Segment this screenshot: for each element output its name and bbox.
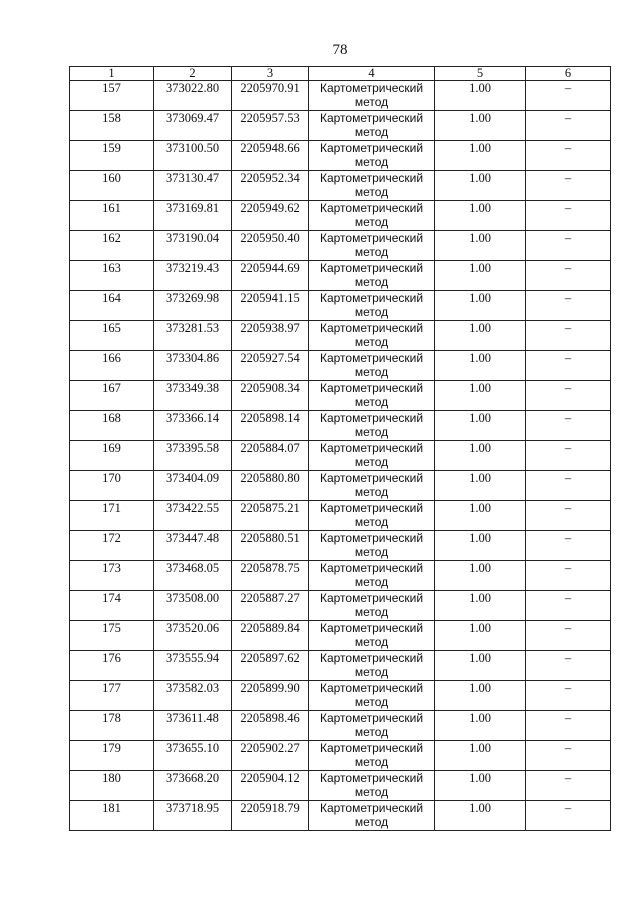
method-line-1: Картометрический bbox=[319, 291, 424, 305]
table-row bbox=[70, 591, 611, 621]
y-coordinate-cell: 2205897.62 bbox=[232, 651, 309, 681]
accuracy-cell: 1.00 bbox=[435, 741, 526, 771]
point-number-cell: 172 bbox=[70, 531, 154, 561]
y-coordinate-cell: 2205948.66 bbox=[232, 141, 309, 171]
table-row bbox=[70, 411, 611, 441]
method-line-2: метод bbox=[354, 635, 389, 649]
method-line-2: метод bbox=[354, 305, 389, 319]
method-cell bbox=[309, 201, 435, 231]
y-coordinate-cell: 2205889.84 bbox=[232, 621, 309, 651]
method-cell bbox=[309, 321, 435, 351]
x-coordinate-cell: 373022.80 bbox=[154, 81, 232, 111]
point-number-cell: 171 bbox=[70, 501, 154, 531]
x-coordinate-cell: 373582.03 bbox=[154, 681, 232, 711]
point-number-cell: 159 bbox=[70, 141, 154, 171]
point-number-cell: 170 bbox=[70, 471, 154, 501]
table-row bbox=[70, 81, 611, 111]
method-line-2: метод bbox=[354, 425, 389, 439]
method-cell bbox=[309, 471, 435, 501]
method-line-1: Картометрический bbox=[319, 411, 424, 425]
point-number-cell: 160 bbox=[70, 171, 154, 201]
accuracy-cell: 1.00 bbox=[435, 261, 526, 291]
method-line-2: метод bbox=[354, 335, 389, 349]
x-coordinate-cell: 373404.09 bbox=[154, 471, 232, 501]
point-number-cell: 181 bbox=[70, 801, 154, 831]
accuracy-cell: 1.00 bbox=[435, 501, 526, 531]
note-cell: – bbox=[526, 351, 611, 381]
method-line-1: Картометрический bbox=[319, 561, 424, 575]
note-cell: – bbox=[526, 261, 611, 291]
column-header-6: 6 bbox=[526, 67, 611, 81]
method-line-2: метод bbox=[354, 95, 389, 109]
note-cell: – bbox=[526, 201, 611, 231]
note-cell: – bbox=[526, 711, 611, 741]
note-cell: – bbox=[526, 441, 611, 471]
x-coordinate-cell: 373281.53 bbox=[154, 321, 232, 351]
y-coordinate-cell: 2205952.34 bbox=[232, 171, 309, 201]
y-coordinate-cell: 2205927.54 bbox=[232, 351, 309, 381]
method-line-1: Картометрический bbox=[319, 501, 424, 515]
method-cell bbox=[309, 351, 435, 381]
accuracy-cell: 1.00 bbox=[435, 801, 526, 831]
method-line-2: метод bbox=[354, 395, 389, 409]
method-line-1: Картометрический bbox=[319, 81, 424, 95]
accuracy-cell: 1.00 bbox=[435, 651, 526, 681]
x-coordinate-cell: 373190.04 bbox=[154, 231, 232, 261]
method-line-1: Картометрический bbox=[319, 261, 424, 275]
table-row bbox=[70, 261, 611, 291]
x-coordinate-cell: 373655.10 bbox=[154, 741, 232, 771]
note-cell: – bbox=[526, 771, 611, 801]
table-row bbox=[70, 441, 611, 471]
method-line-1: Картометрический bbox=[319, 741, 424, 755]
y-coordinate-cell: 2205970.91 bbox=[232, 81, 309, 111]
page-number: 78 bbox=[332, 42, 348, 58]
table-row bbox=[70, 381, 611, 411]
method-line-1: Картометрический bbox=[319, 321, 424, 335]
point-number-cell: 166 bbox=[70, 351, 154, 381]
method-cell bbox=[309, 771, 435, 801]
accuracy-cell: 1.00 bbox=[435, 681, 526, 711]
y-coordinate-cell: 2205875.21 bbox=[232, 501, 309, 531]
point-number-cell: 163 bbox=[70, 261, 154, 291]
column-header-3: 3 bbox=[232, 67, 309, 81]
x-coordinate-cell: 373395.58 bbox=[154, 441, 232, 471]
method-cell bbox=[309, 411, 435, 441]
table-row bbox=[70, 621, 611, 651]
method-line-1: Картометрический bbox=[319, 441, 424, 455]
point-number-cell: 169 bbox=[70, 441, 154, 471]
method-line-1: Картометрический bbox=[319, 711, 424, 725]
table-row bbox=[70, 531, 611, 561]
table-row bbox=[70, 321, 611, 351]
accuracy-cell: 1.00 bbox=[435, 111, 526, 141]
x-coordinate-cell: 373349.38 bbox=[154, 381, 232, 411]
point-number-cell: 179 bbox=[70, 741, 154, 771]
method-cell bbox=[309, 741, 435, 771]
method-line-1: Картометрический bbox=[319, 531, 424, 545]
accuracy-cell: 1.00 bbox=[435, 561, 526, 591]
point-number-cell: 175 bbox=[70, 621, 154, 651]
note-cell: – bbox=[526, 651, 611, 681]
accuracy-cell: 1.00 bbox=[435, 81, 526, 111]
y-coordinate-cell: 2205941.15 bbox=[232, 291, 309, 321]
x-coordinate-cell: 373508.00 bbox=[154, 591, 232, 621]
table-row bbox=[70, 231, 611, 261]
accuracy-cell: 1.00 bbox=[435, 141, 526, 171]
y-coordinate-cell: 2205880.51 bbox=[232, 531, 309, 561]
x-coordinate-cell: 373611.48 bbox=[154, 711, 232, 741]
method-cell bbox=[309, 681, 435, 711]
method-line-1: Картометрический bbox=[319, 171, 424, 185]
note-cell: – bbox=[526, 741, 611, 771]
method-cell bbox=[309, 621, 435, 651]
note-cell: – bbox=[526, 591, 611, 621]
method-line-2: метод bbox=[354, 365, 389, 379]
accuracy-cell: 1.00 bbox=[435, 411, 526, 441]
point-number-cell: 161 bbox=[70, 201, 154, 231]
accuracy-cell: 1.00 bbox=[435, 321, 526, 351]
y-coordinate-cell: 2205899.90 bbox=[232, 681, 309, 711]
method-cell bbox=[309, 111, 435, 141]
y-coordinate-cell: 2205949.62 bbox=[232, 201, 309, 231]
y-coordinate-cell: 2205884.07 bbox=[232, 441, 309, 471]
method-line-2: метод bbox=[354, 665, 389, 679]
method-cell bbox=[309, 141, 435, 171]
note-cell: – bbox=[526, 501, 611, 531]
table-row bbox=[70, 681, 611, 711]
note-cell: – bbox=[526, 681, 611, 711]
table-row bbox=[70, 351, 611, 381]
accuracy-cell: 1.00 bbox=[435, 441, 526, 471]
point-number-cell: 162 bbox=[70, 231, 154, 261]
method-line-1: Картометрический bbox=[319, 381, 424, 395]
point-number-cell: 167 bbox=[70, 381, 154, 411]
table-row bbox=[70, 651, 611, 681]
y-coordinate-cell: 2205887.27 bbox=[232, 591, 309, 621]
method-cell bbox=[309, 711, 435, 741]
method-line-2: метод bbox=[354, 695, 389, 709]
x-coordinate-cell: 373422.55 bbox=[154, 501, 232, 531]
table-row bbox=[70, 201, 611, 231]
method-line-2: метод bbox=[354, 245, 389, 259]
method-line-2: метод bbox=[354, 815, 389, 829]
point-number-cell: 173 bbox=[70, 561, 154, 591]
x-coordinate-cell: 373468.05 bbox=[154, 561, 232, 591]
y-coordinate-cell: 2205898.46 bbox=[232, 711, 309, 741]
method-cell bbox=[309, 291, 435, 321]
y-coordinate-cell: 2205878.75 bbox=[232, 561, 309, 591]
x-coordinate-cell: 373520.06 bbox=[154, 621, 232, 651]
method-cell bbox=[309, 171, 435, 201]
method-cell bbox=[309, 381, 435, 411]
point-number-cell: 176 bbox=[70, 651, 154, 681]
method-line-1: Картометрический bbox=[319, 141, 424, 155]
point-number-cell: 180 bbox=[70, 771, 154, 801]
method-line-2: метод bbox=[354, 605, 389, 619]
x-coordinate-cell: 373447.48 bbox=[154, 531, 232, 561]
note-cell: – bbox=[526, 291, 611, 321]
table-row bbox=[70, 741, 611, 771]
table-row bbox=[70, 291, 611, 321]
note-cell: – bbox=[526, 801, 611, 831]
x-coordinate-cell: 373718.95 bbox=[154, 801, 232, 831]
x-coordinate-cell: 373130.47 bbox=[154, 171, 232, 201]
method-cell bbox=[309, 531, 435, 561]
note-cell: – bbox=[526, 231, 611, 261]
y-coordinate-cell: 2205944.69 bbox=[232, 261, 309, 291]
table-row bbox=[70, 141, 611, 171]
y-coordinate-cell: 2205908.34 bbox=[232, 381, 309, 411]
method-line-2: метод bbox=[354, 755, 389, 769]
table-header-row bbox=[70, 67, 611, 81]
point-number-cell: 177 bbox=[70, 681, 154, 711]
column-header-5: 5 bbox=[435, 67, 526, 81]
x-coordinate-cell: 373219.43 bbox=[154, 261, 232, 291]
table-row bbox=[70, 111, 611, 141]
method-line-1: Картометрический bbox=[319, 651, 424, 665]
method-line-2: метод bbox=[354, 125, 389, 139]
method-cell bbox=[309, 261, 435, 291]
accuracy-cell: 1.00 bbox=[435, 201, 526, 231]
method-line-1: Картометрический bbox=[319, 351, 424, 365]
table-row bbox=[70, 801, 611, 831]
method-line-2: метод bbox=[354, 725, 389, 739]
note-cell: – bbox=[526, 141, 611, 171]
method-line-2: метод bbox=[354, 185, 389, 199]
method-line-1: Картометрический bbox=[319, 771, 424, 785]
method-line-1: Картометрический bbox=[319, 201, 424, 215]
table-row bbox=[70, 771, 611, 801]
method-line-1: Картометрический bbox=[319, 621, 424, 635]
method-cell bbox=[309, 561, 435, 591]
note-cell: – bbox=[526, 561, 611, 591]
method-cell bbox=[309, 441, 435, 471]
x-coordinate-cell: 373100.50 bbox=[154, 141, 232, 171]
point-number-cell: 174 bbox=[70, 591, 154, 621]
y-coordinate-cell: 2205904.12 bbox=[232, 771, 309, 801]
accuracy-cell: 1.00 bbox=[435, 231, 526, 261]
method-line-2: метод bbox=[354, 485, 389, 499]
point-number-cell: 165 bbox=[70, 321, 154, 351]
method-line-1: Картометрический bbox=[319, 591, 424, 605]
note-cell: – bbox=[526, 81, 611, 111]
accuracy-cell: 1.00 bbox=[435, 171, 526, 201]
x-coordinate-cell: 373668.20 bbox=[154, 771, 232, 801]
x-coordinate-cell: 373269.98 bbox=[154, 291, 232, 321]
note-cell: – bbox=[526, 621, 611, 651]
accuracy-cell: 1.00 bbox=[435, 471, 526, 501]
method-line-1: Картометрический bbox=[319, 471, 424, 485]
method-line-1: Картометрический bbox=[319, 681, 424, 695]
y-coordinate-cell: 2205950.40 bbox=[232, 231, 309, 261]
method-line-1: Картометрический bbox=[319, 111, 424, 125]
table-body bbox=[70, 81, 611, 831]
accuracy-cell: 1.00 bbox=[435, 711, 526, 741]
point-number-cell: 168 bbox=[70, 411, 154, 441]
accuracy-cell: 1.00 bbox=[435, 351, 526, 381]
column-header-4: 4 bbox=[309, 67, 435, 81]
x-coordinate-cell: 373366.14 bbox=[154, 411, 232, 441]
method-cell bbox=[309, 801, 435, 831]
method-cell bbox=[309, 501, 435, 531]
method-cell bbox=[309, 591, 435, 621]
y-coordinate-cell: 2205898.14 bbox=[232, 411, 309, 441]
table-row bbox=[70, 171, 611, 201]
x-coordinate-cell: 373304.86 bbox=[154, 351, 232, 381]
method-line-1: Картометрический bbox=[319, 231, 424, 245]
method-line-2: метод bbox=[354, 785, 389, 799]
point-number-cell: 157 bbox=[70, 81, 154, 111]
table-row bbox=[70, 711, 611, 741]
point-number-cell: 164 bbox=[70, 291, 154, 321]
note-cell: – bbox=[526, 471, 611, 501]
y-coordinate-cell: 2205880.80 bbox=[232, 471, 309, 501]
method-line-2: метод bbox=[354, 575, 389, 589]
method-line-2: метод bbox=[354, 215, 389, 229]
method-line-2: метод bbox=[354, 455, 389, 469]
method-line-2: метод bbox=[354, 545, 389, 559]
method-line-2: метод bbox=[354, 275, 389, 289]
y-coordinate-cell: 2205938.97 bbox=[232, 321, 309, 351]
method-line-2: метод bbox=[354, 515, 389, 529]
method-line-1: Картометрический bbox=[319, 801, 424, 815]
note-cell: – bbox=[526, 321, 611, 351]
note-cell: – bbox=[526, 111, 611, 141]
accuracy-cell: 1.00 bbox=[435, 621, 526, 651]
accuracy-cell: 1.00 bbox=[435, 531, 526, 561]
x-coordinate-cell: 373555.94 bbox=[154, 651, 232, 681]
y-coordinate-cell: 2205918.79 bbox=[232, 801, 309, 831]
table-row bbox=[70, 561, 611, 591]
note-cell: – bbox=[526, 171, 611, 201]
method-cell bbox=[309, 651, 435, 681]
accuracy-cell: 1.00 bbox=[435, 771, 526, 801]
note-cell: – bbox=[526, 381, 611, 411]
y-coordinate-cell: 2205902.27 bbox=[232, 741, 309, 771]
accuracy-cell: 1.00 bbox=[435, 291, 526, 321]
method-line-2: метод bbox=[354, 155, 389, 169]
note-cell: – bbox=[526, 531, 611, 561]
y-coordinate-cell: 2205957.53 bbox=[232, 111, 309, 141]
note-cell: – bbox=[526, 411, 611, 441]
method-cell bbox=[309, 231, 435, 261]
accuracy-cell: 1.00 bbox=[435, 381, 526, 411]
point-number-cell: 158 bbox=[70, 111, 154, 141]
x-coordinate-cell: 373169.81 bbox=[154, 201, 232, 231]
table-row bbox=[70, 501, 611, 531]
x-coordinate-cell: 373069.47 bbox=[154, 111, 232, 141]
accuracy-cell: 1.00 bbox=[435, 591, 526, 621]
table-row bbox=[70, 471, 611, 501]
point-number-cell: 178 bbox=[70, 711, 154, 741]
coordinates-table bbox=[69, 66, 611, 831]
column-header-1: 1 bbox=[70, 67, 154, 81]
column-header-2: 2 bbox=[154, 67, 232, 81]
method-cell bbox=[309, 81, 435, 111]
